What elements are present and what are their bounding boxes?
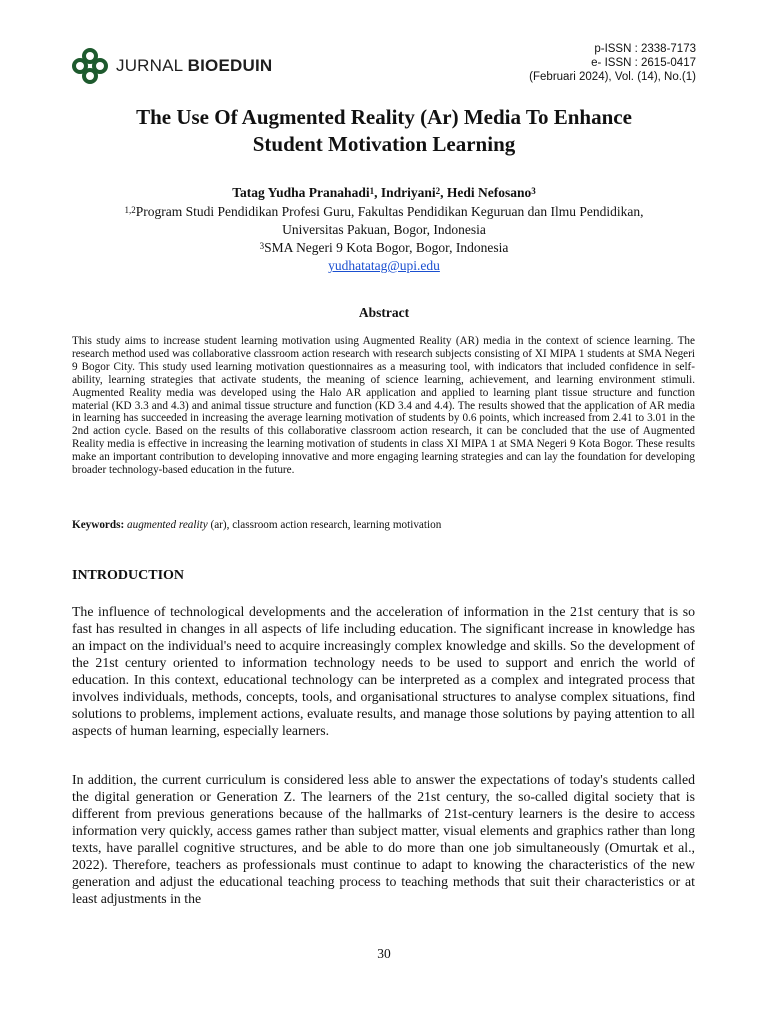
author-sup: 1 [369, 186, 375, 196]
journal-name [116, 56, 272, 76]
introduction-heading: INTRODUCTION [72, 568, 185, 583]
paper-title-line2: Student Motivation Learning [252, 132, 516, 156]
bioeduin-logo-icon [72, 48, 108, 84]
abstract-text: This study aims to increase student learning motivation using Augmented Reality (AR) media in the context of science learning. The research method used was collaborative classroom action research with research subjects consisting of XI MIPA 1 students at SMA Negeri 9 Bogor City. This study used learning motivation questionnaires as a measuring tool, with indicators that included confidence in self-ability, learning strategies that activate students, the meaning of science learning, achievement, and learning environment stimuli. Augmented Reality media was developed using the Halo AR application and applied to learning plant tissue structure and function material (KD 3.3 and 4.3) and animal tissue structure and function (KD 3.4 and 4.4). The results showed that the application of AR media in learning has succeeded in increasing the average learning motivation of students by 0.6 points, which increased from 2.41 to 3.01 in the 2nd action cycle. Based on the results of this collaborative classroom action research, it can be concluded that the use of Augmented Reality media is effective in increasing the learning motivation of students in class XI MIPA 1 at SMA Negeri 9 Kota Bogor. These results make an important contribution to developing innovative and more engaging learning strategies and can lay the foundation for developing broader technology-based education in the future. [72, 335, 695, 477]
author-name: Indriyani [380, 185, 436, 200]
keywords-italic: augmented reality [127, 519, 208, 531]
affiliation-sup: 3 [259, 241, 265, 251]
author-email-link[interactable]: yudhatatag@upi.edu [328, 258, 440, 273]
journal-name-bold: BIOEDUIN [187, 56, 273, 75]
author-sup: 3 [531, 186, 536, 196]
issn-online: e- ISSN : 2615-0417 [591, 57, 696, 69]
paper-title [60, 104, 708, 158]
issue-info: (Februari 2024), Vol. (14), No.(1) [529, 71, 696, 83]
affiliation-2: $^3$SMA Negeri 9 Kota Bogor, Bogor, Indonesia [259, 240, 509, 255]
author-list: Tatag Yudha Pranahadi$^1$, Indriyani$^2$, Hedi Nefosano$^3$ [232, 185, 536, 200]
affiliation-1: $^{1,2}$Program Studi Pendidikan Profesi Guru, Fakultas Pendidikan Keguruan dan Ilmu Pendidikan, [124, 204, 644, 219]
journal-logo [72, 48, 272, 84]
abstract-heading: Abstract [358, 305, 410, 320]
issn-block [529, 42, 696, 84]
issn-print: p-ISSN : 2338-7173 [594, 43, 696, 55]
author-name: Tatag Yudha Pranahadi [232, 185, 370, 200]
paper-title-line1: The Use Of Augmented Reality (Ar) Media To Enhance [136, 105, 632, 129]
introduction-paragraph-2: In addition, the current curriculum is considered less able to answer the expectations of today's students called the digital generation or Generation Z. The learners of the 21st century, the so-called digital society that is different from previous generations because of the hallmarks of 21st-century learners is the desire to access information very quickly, access games rather than subject matter, visual elements and graphics rather than long texts, have parallel cognitive structures, and be able to do more than one job simultaneously (Omurtak et al., 2022). Therefore, teachers as professionals must continue to adapt to knowing the characteristics of the new generation and adjust the educational teaching process to teaching methods that suit their characteristics or at least adjustments in the [72, 772, 695, 906]
affiliation-1-cont: Universitas Pakuan, Bogor, Indonesia [282, 222, 486, 237]
journal-name-light: JURNAL [116, 56, 188, 75]
affiliations [60, 203, 708, 275]
page-number: 30 [377, 946, 391, 961]
author-sup: 2 [435, 186, 441, 196]
keywords-label: Keywords: [72, 519, 125, 531]
keywords-rest: (ar), classroom action research, learning motivation [207, 519, 442, 531]
affiliation-sup: 1,2 [124, 205, 136, 215]
keywords [72, 519, 695, 532]
author-name: Hedi Nefosano [446, 185, 532, 200]
introduction-paragraph-1: The influence of technological developments and the acceleration of information in the 21st century that is so fast has resulted in changes in all aspects of life including education. The significant increase in knowledge has an impact on the individual's need to acquire increasingly complex knowledge and skills. So the development of the 21st century oriented to information technology needs to be used to support and enrich the world of education. In this context, educational technology can be interpreted as a complex and integrated process that involves individuals, methods, concepts, tools, and organisational structures to analyse complex situations, find solutions to problems, implement actions, evaluate results, and manage those solutions by paying attention to all aspects of human learning, especially learners. [72, 604, 695, 738]
